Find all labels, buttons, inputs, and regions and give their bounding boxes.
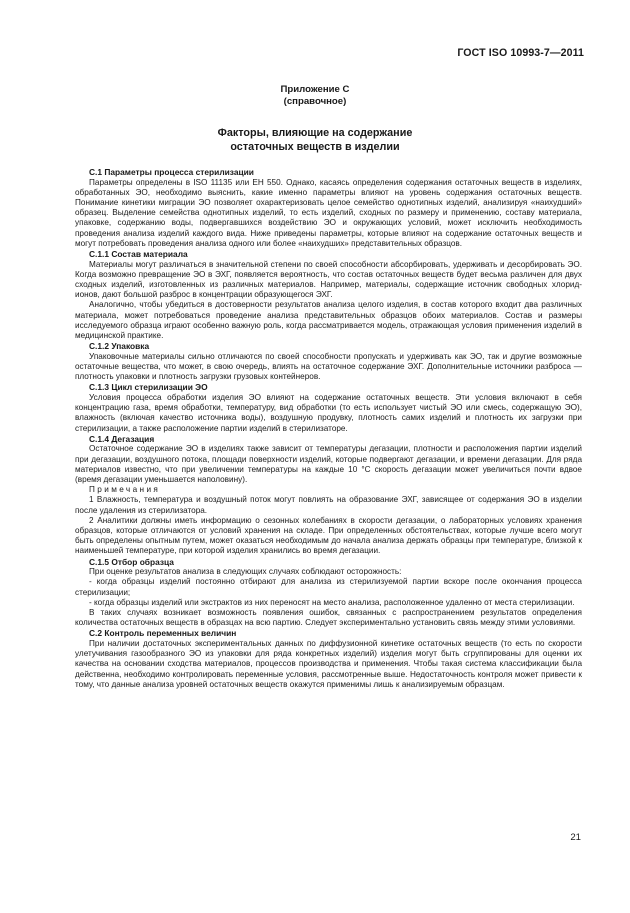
annex-label bbox=[0, 84, 630, 108]
section-heading: С.1.4 Дегазация bbox=[89, 433, 155, 444]
annex-type: (справочное) bbox=[283, 96, 347, 107]
note: 1 Влажность, температура и воздушный поток могут повлиять на образование ЭХГ, зависящее от содержания ЭО в изделии после удаления из стерилизатора. bbox=[75, 495, 582, 515]
paragraph: Аналогично, чтобы убедиться в достоверности результатов анализа целого изделия, в состав которого входит два различных материала, может потребоваться проведение анализа представительных образцов обоих материалов. Состав и размеры исследуемого образца играют особенно важную роль, когда рассматривается модель, отражающая условия применения изделий в медицинской практике. bbox=[75, 300, 582, 341]
paragraph: В таких случаях возникает возможность появления ошибок, связанных с распространением результатов определения количества остаточных веществ в образцах на всю партию. Следует экспериментально установить связь между этими условиями. bbox=[75, 608, 582, 628]
paragraph: Материалы могут различаться в значительной степени по своей способности абсорбировать, удерживать и десорбировать ЭО. Когда возможно превращение ЭО в ЭХГ, появляется вероятность, что состав остаточных веществ будет весьма различен для двух сходных изделий, изготовленных из различных материалов. Например, материалы, содержащие источник свободных хлорид-ионов, дают большой разброс в концентрации образующегося ЭХГ. bbox=[75, 259, 582, 300]
paragraph: При оценке результатов анализа в следующих случаях соблюдают осторожность: bbox=[89, 567, 402, 577]
section-heading: С.1.1 Состав материала bbox=[89, 249, 188, 260]
annex-heading-line2: остаточных веществ в изделии bbox=[230, 140, 400, 153]
paragraph: Параметры определены в ISO 11135 или ЕН 550. Однако, касаясь определения содержания остаточных веществ в изделиях, обработанных ЭО, необходимо выяснить, какие именно параметры влияют на уровень содержания остаточных веществ. Понимание кинетики миграции ЭО позволяет охарактеризовать целое семейство однотипных изделий, анализируя «наихудший» образец. Выделение семейства однотипных изделий, то есть изделий, сходных по размеру и применению, составу материала, упаковке, содержанию воды, подвергавшихся воздействию ЭО и окружающих условий, может исключить необходимость проведения анализа изделий каждого вида. Ниже приведены параметры, которые влияют на содержание остаточных веществ и могут потребовать проведения анализа одного или более «наихудших» представительных образцов. bbox=[75, 177, 582, 248]
list-item: - когда образцы изделий постоянно отбирают для анализа из стерилизуемой партии вскоре после окончания процесса стерилизации; bbox=[75, 577, 582, 597]
list-item: - когда образцы изделий или экстрактов из них переносят на место анализа, расположенное удаленно от места стерилизации. bbox=[89, 597, 575, 607]
notes-heading: Примечания bbox=[89, 485, 161, 495]
paragraph: Условия процесса обработки изделия ЭО влияют на содержание остаточных веществ. Эти условия включают в себя концентрацию газа, время обработки, температуру, вид обработки (то есть использует чистый ЭО или смесь, содержащую ЭО), влажность (включая качество источника воды), воздушную продувку, плотность самих изделий и плотность их загрузки при стерилизации, а также расположение партии изделий в стерилизаторе. bbox=[75, 393, 582, 433]
section-heading: С.1.2 Упаковка bbox=[89, 341, 150, 352]
paragraph: Упаковочные материалы сильно отличаются по своей способности пропускать и удерживать как ЭО, так и другие возможные остаточные вещества, что может, в свою очередь, влиять на остаточное содержание ЭХГ. Дополнительные источники разброса — плотность упаковки и плотность загрузки грузовых контейнеров. bbox=[75, 351, 582, 382]
section-heading: С.2 Контроль переменных величин bbox=[89, 628, 237, 639]
annex-title: Приложение С bbox=[280, 84, 350, 95]
paragraph: При наличии достаточных экспериментальных данных по диффузионной кинетике остаточных веществ (то есть по скорости улетучивания газообразного ЭО из упаковки для ряда конкретных изделий) изделия могут быть сгруппированы для оценки их качества на основании сходства материалов, процессов производства и применения. Чтобы такая система классификации была действенна, необходимо контролировать переменные условия, рассмотренные выше. Недостаточность контроля может привести к тому, что данные анализа уровней остаточных веществ окажутся применимы лишь к анализируемым образцам. bbox=[75, 639, 582, 689]
page-number: 21 bbox=[570, 832, 581, 843]
section-heading: С.1 Параметры процесса стерилизации bbox=[89, 167, 254, 177]
paragraph: Остаточное содержание ЭО в изделиях также зависит от температуры дегазации, плотности и расположения партии изделий при дегазации, воздушного потока, площади поверхности изделий, которые подвергают дегазации, и времени дегазации. Для ряда материалов известно, что при увеличении температуры на каждые 10 °С скорость дегазации может увеличиться почти вдвое (время дегазации уменьшается наполовину). bbox=[75, 444, 582, 485]
annex-heading bbox=[0, 127, 630, 154]
section-heading: С.1.5 Отбор образца bbox=[89, 556, 174, 567]
document-id: ГОСТ ISO 10993-7—2011 bbox=[457, 47, 584, 59]
section-heading: С.1.3 Цикл стерилизации ЭО bbox=[89, 382, 208, 393]
note: 2 Аналитики должны иметь информацию о сезонных колебаниях в скорости дегазации, о лабораторных условиях хранения образцов, которые отличаются от условий хранения на складе. При определенных обстоятельствах, которые лучше всего могут быть определены опытным путем, может оказаться необходимым до начала анализа держать образцы при температуре, близкой к наименьшей температуре, при которой изделия хранились во время дегазации. bbox=[75, 515, 582, 556]
annex-heading-line1: Факторы, влияющие на содержание bbox=[217, 127, 413, 139]
document-body bbox=[75, 167, 582, 690]
